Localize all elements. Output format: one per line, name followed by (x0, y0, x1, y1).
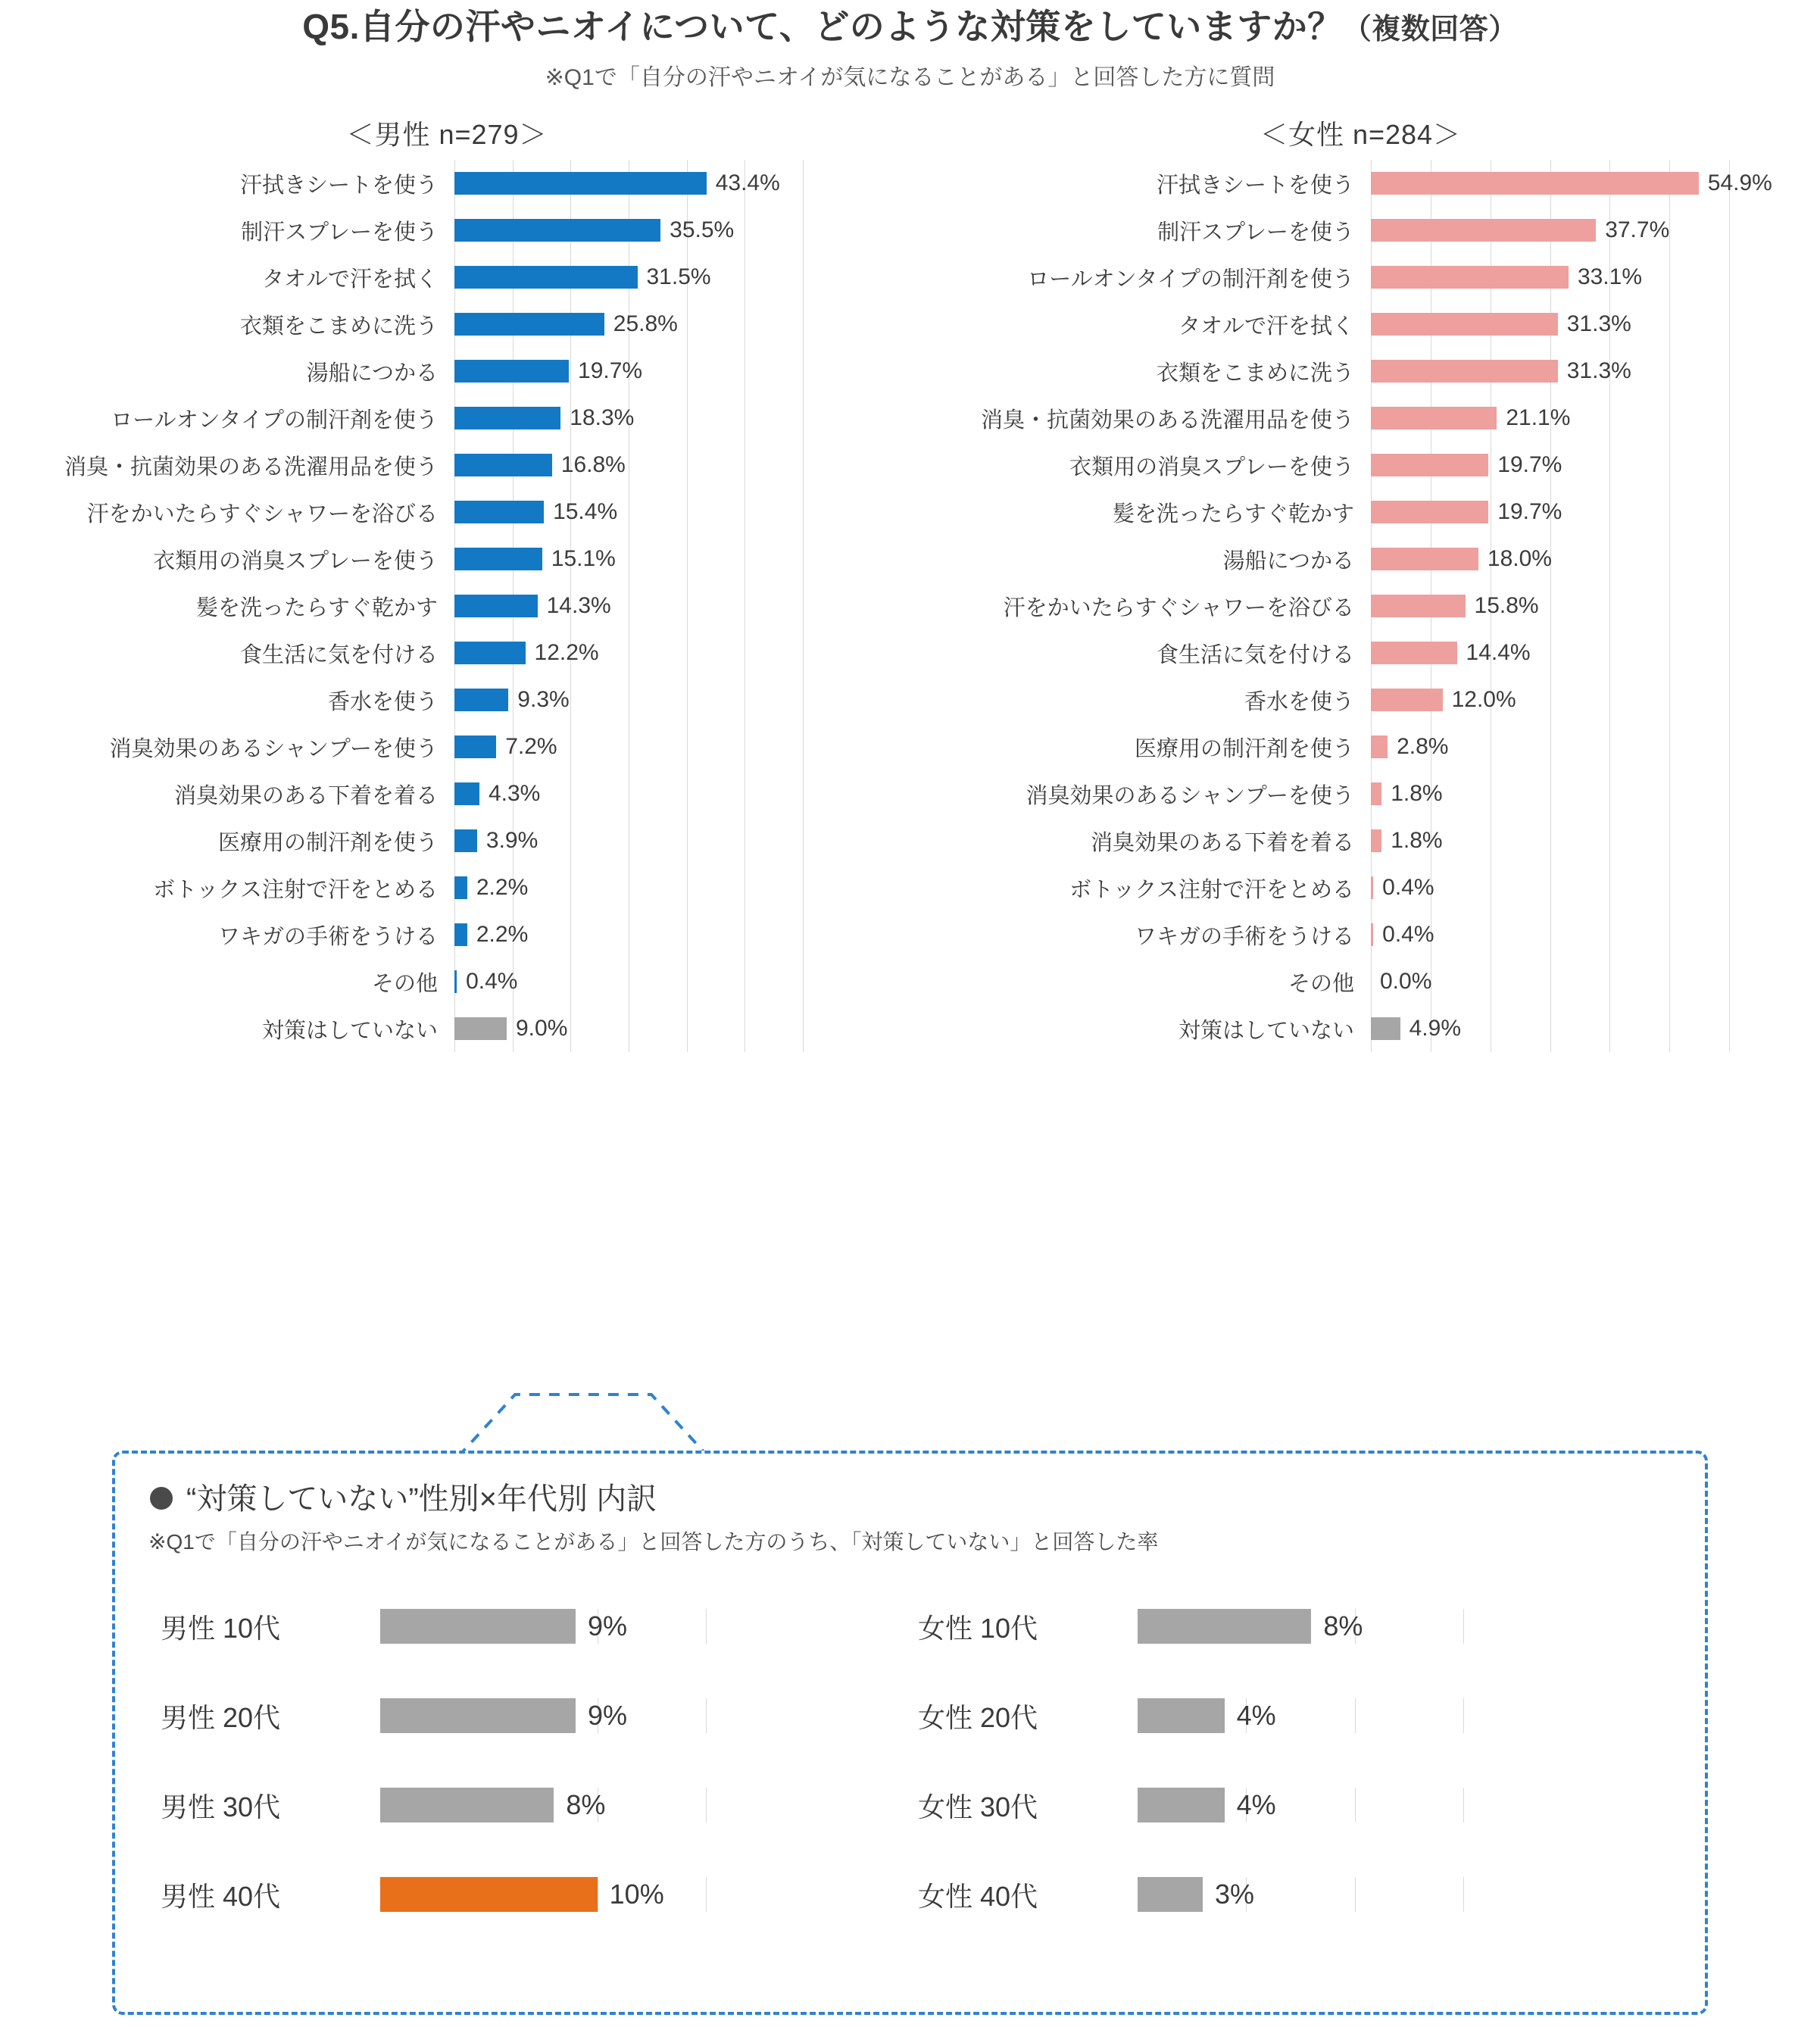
bar-area (1371, 911, 1820, 958)
breakdown-body (115, 1582, 1705, 1939)
bar-area (454, 1005, 894, 1052)
bar-category-label: 衣類をこまめに洗う (1156, 361, 1354, 386)
breakdown-bar (1138, 1788, 1225, 1822)
bar (1371, 876, 1373, 899)
bar-value-label: 14.3% (546, 593, 611, 618)
breakdown-value-label: 9% (588, 1700, 628, 1731)
bar (1371, 923, 1373, 946)
breakdown-category-label: 男性 20代 (161, 1701, 281, 1733)
bar-value-label: 0.4% (466, 969, 518, 994)
plot-male (0, 160, 894, 1052)
bar-value-label: 19.7% (1497, 499, 1562, 524)
bar-row (901, 536, 1820, 582)
bar-area (454, 442, 894, 489)
breakdown-row (918, 1671, 1675, 1760)
bar-category-label: 消臭効果のあるシャンプーを使う (1026, 783, 1354, 808)
bar-area (1371, 676, 1820, 723)
bar-category-label: 対策はしていない (261, 1018, 438, 1043)
bar-area (454, 348, 894, 395)
breakdown-category-label: 女性 40代 (918, 1880, 1038, 1912)
bar-category-label: 消臭効果のある下着を着る (1090, 830, 1354, 855)
bar (1371, 1017, 1400, 1040)
bar-value-label: 2.2% (476, 922, 529, 947)
breakdown-category-label: 女性 30代 (918, 1791, 1038, 1822)
bar-row (901, 442, 1820, 489)
bar (454, 454, 552, 476)
bar-category-label: 香水を使う (327, 689, 438, 714)
breakdown-value-label: 4% (1236, 1700, 1276, 1731)
breakdown-row (161, 1582, 918, 1671)
bar-value-label: 9.0% (516, 1016, 568, 1041)
bar-area (1371, 536, 1820, 582)
bar (1371, 501, 1488, 523)
bar (1371, 172, 1699, 195)
breakdown-bar-area (380, 1609, 918, 1644)
breakdown-value-label: 9% (588, 1610, 628, 1641)
bar-row (0, 629, 894, 676)
bar-value-label: 15.4% (553, 499, 618, 524)
chart-panel-male (0, 114, 894, 1052)
bar-category-label: 汗拭きシートを使う (239, 173, 438, 198)
breakdown-bar-area (1138, 1698, 1675, 1733)
bar (454, 172, 707, 195)
bar-area (454, 160, 894, 207)
bar-category-label: 制汗スプレーを使う (241, 220, 438, 245)
bar-category-label: 汗をかいたらすぐシャワーを浴びる (86, 501, 438, 526)
bar-row (901, 770, 1820, 817)
bar-value-label: 16.8% (560, 452, 626, 477)
gridline (706, 1788, 707, 1822)
bar (454, 266, 638, 289)
bar-category-label: 消臭・抗菌効果のある洗濯用品を使う (980, 408, 1354, 433)
bar-row (901, 489, 1820, 536)
bar-area (1371, 1005, 1820, 1052)
bar-value-label: 7.2% (505, 734, 557, 759)
chart-title-male: ＜男性 n=279＞ (346, 119, 548, 150)
bar-value-label: 19.7% (578, 358, 643, 383)
bar-category-label: 香水を使う (1244, 689, 1354, 714)
gridline (706, 1698, 707, 1733)
bar-category-label: 衣類用の消臭スプレーを使う (1069, 454, 1354, 479)
bar-value-label: 15.8% (1474, 593, 1539, 618)
chart-panel-female (901, 114, 1820, 1052)
bar (1371, 266, 1569, 289)
breakdown-value-label: 8% (566, 1789, 606, 1820)
bar (454, 595, 538, 617)
bar (454, 736, 496, 758)
bar (454, 642, 526, 664)
bar-category-label: 髪を洗ったらすぐ乾かす (1112, 501, 1354, 526)
page-title (0, 6, 1820, 48)
breakdown-category-label: 男性 40代 (161, 1880, 281, 1912)
bar-row (0, 348, 894, 395)
bar-value-label: 31.3% (1566, 358, 1631, 383)
bar (1371, 407, 1497, 429)
breakdown-bar (1138, 1877, 1203, 1912)
page-title-main: Q5.自分の汗やニオイについて、どのような対策をしていますか？ (302, 7, 1343, 46)
bar-category-label: 湯船につかる (306, 361, 438, 386)
bar-category-label: ワキガの手術をうける (1134, 924, 1354, 949)
callout-connector (424, 1390, 742, 1458)
bar-value-label: 2.2% (476, 875, 529, 900)
bar-area (1371, 489, 1820, 536)
bar-row (901, 160, 1820, 207)
breakdown-category-label: 女性 20代 (918, 1701, 1038, 1733)
bar-row (0, 254, 894, 301)
breakdown-row (161, 1760, 918, 1850)
bar-area (454, 395, 894, 442)
bar-value-label: 31.5% (646, 264, 711, 289)
bar-value-label: 1.8% (1391, 828, 1443, 853)
bar-value-label: 54.9% (1707, 170, 1772, 195)
bar-value-label: 35.5% (670, 217, 735, 242)
bar-area (1371, 629, 1820, 676)
breakdown-bar (1138, 1698, 1225, 1733)
bar-row (0, 911, 894, 958)
bar-row (0, 160, 894, 207)
bar-row (0, 864, 894, 911)
breakdown-row (161, 1850, 918, 1939)
bar-category-label: 消臭効果のある下着を着る (173, 783, 438, 808)
bar-area (1371, 442, 1820, 489)
breakdown-category-label: 男性 30代 (161, 1791, 281, 1822)
bar-row (0, 301, 894, 348)
bar-value-label: 31.3% (1566, 311, 1631, 336)
bar-category-label: ボトックス注射で汗をとめる (1069, 877, 1354, 902)
bar-category-label: 衣類をこまめに洗う (239, 314, 438, 339)
bar-area (1371, 582, 1820, 629)
bar-area (1371, 864, 1820, 911)
bar-row (901, 817, 1820, 864)
breakdown-title: “対策していない”性別×年代別 内訳 (186, 1482, 657, 1516)
gridline (1463, 1877, 1464, 1912)
bar-row (901, 629, 1820, 676)
bar-area (454, 676, 894, 723)
bar-row (0, 395, 894, 442)
bar-area (454, 582, 894, 629)
breakdown-bar-area (380, 1788, 918, 1822)
bar-value-label: 33.1% (1577, 264, 1643, 289)
bar-value-label: 0.0% (1380, 969, 1432, 994)
header (0, 6, 1820, 92)
bar-area (454, 817, 894, 864)
bar (454, 829, 477, 852)
breakdown-row (918, 1760, 1675, 1850)
bar-row (901, 723, 1820, 770)
bar (1371, 360, 1558, 383)
bar (454, 782, 479, 805)
bar (1371, 595, 1466, 617)
bar (454, 1017, 507, 1040)
bar-rows-male (0, 160, 894, 1052)
bar-value-label: 25.8% (613, 311, 678, 336)
bar-category-label: 対策はしていない (1178, 1018, 1354, 1043)
bar (1371, 782, 1381, 805)
breakdown-bar-area (380, 1877, 918, 1912)
gridline (706, 1609, 707, 1644)
bar-category-label: 制汗スプレーを使う (1157, 220, 1354, 245)
breakdown-note: ※Q1で「自分の汗やニオイが気になることがある」と回答した方のうち、「対策していない」と回答した率 (148, 1530, 1159, 1554)
bar-area (454, 911, 894, 958)
bar-area (454, 301, 894, 348)
bar-value-label: 12.2% (534, 640, 599, 665)
bar-rows-female (901, 160, 1820, 1052)
bar-area (454, 536, 894, 582)
bar-category-label: ロールオンタイプの制汗剤を使う (1027, 267, 1354, 292)
breakdown-value-label: 8% (1323, 1610, 1363, 1641)
bar-category-label: 消臭・抗菌効果のある洗濯用品を使う (64, 454, 438, 479)
breakdown-bar-area (1138, 1877, 1675, 1912)
breakdown-row (918, 1582, 1675, 1671)
breakdown-value-label: 4% (1236, 1789, 1276, 1820)
bar-row (901, 958, 1820, 1005)
bar (1371, 689, 1443, 711)
bar-row (901, 301, 1820, 348)
bar-row (901, 582, 1820, 629)
breakdown-col-female (918, 1582, 1675, 1939)
bar-row (901, 254, 1820, 301)
gridline (1355, 1877, 1356, 1912)
bar-row (0, 676, 894, 723)
bar (1371, 736, 1388, 758)
bar-area (454, 629, 894, 676)
gridline (706, 1877, 707, 1912)
bar-category-label: ロールオンタイプの制汗剤を使う (111, 408, 438, 433)
breakdown-callout (112, 1451, 1708, 2015)
bar-row (0, 442, 894, 489)
gridline (1463, 1698, 1464, 1733)
bar-area (1371, 723, 1820, 770)
bar-row (0, 207, 894, 254)
bar (454, 970, 457, 993)
bar-category-label: 食生活に気を付ける (239, 642, 438, 667)
gridline (1463, 1609, 1464, 1644)
bar-category-label: タオルで汗を拭く (261, 267, 438, 292)
bar-row (901, 395, 1820, 442)
bar-category-label: タオルで汗を拭く (1178, 314, 1354, 339)
bar-row (901, 676, 1820, 723)
bar-value-label: 0.4% (1382, 875, 1434, 900)
bar-value-label: 12.0% (1451, 687, 1516, 712)
bar-value-label: 4.3% (488, 781, 541, 806)
bar-value-label: 37.7% (1605, 217, 1670, 242)
bar-row (0, 770, 894, 817)
bar-row (0, 536, 894, 582)
bar-row (901, 348, 1820, 395)
bar-area (1371, 348, 1820, 395)
bar (454, 219, 660, 242)
bar-category-label: 衣類用の消臭スプレーを使う (153, 548, 438, 573)
gridline (1463, 1788, 1464, 1822)
bar-area (454, 723, 894, 770)
bar-area (1371, 207, 1820, 254)
page-title-paren: （複数回答） (1342, 14, 1518, 45)
bar-area (1371, 958, 1820, 1005)
bar-value-label: 15.1% (551, 546, 616, 571)
gridline (1355, 1788, 1356, 1822)
bar (454, 407, 560, 429)
breakdown-bar (380, 1698, 576, 1733)
bar-row (0, 723, 894, 770)
breakdown-bar (380, 1788, 554, 1822)
bar (1371, 454, 1488, 476)
bar (454, 876, 467, 899)
page-subtitle: ※Q1で「自分の汗やニオイが気になることがある」と回答した方に質問 (545, 65, 1275, 91)
bar-value-label: 18.3% (570, 405, 635, 430)
breakdown-bar-area (1138, 1788, 1675, 1822)
bar-category-label: 食生活に気を付ける (1156, 642, 1354, 667)
bar-value-label: 18.0% (1487, 546, 1552, 571)
bar-category-label: その他 (1288, 971, 1354, 996)
bar-area (1371, 254, 1820, 301)
bar-category-label: 汗をかいたらすぐシャワーを浴びる (1003, 595, 1354, 620)
bar-category-label: 医療用の制汗剤を使う (1134, 736, 1354, 761)
bar (1371, 548, 1478, 570)
bar-category-label: その他 (371, 971, 438, 996)
bar-value-label: 3.9% (485, 828, 539, 853)
bar-value-label: 4.9% (1409, 1016, 1462, 1041)
bar (1371, 219, 1596, 242)
bar-value-label: 43.4% (715, 170, 780, 195)
breakdown-category-label: 男性 10代 (161, 1612, 281, 1644)
bar-category-label: 湯船につかる (1222, 548, 1354, 573)
bar-category-label: 消臭効果のあるシャンプーを使う (109, 736, 438, 761)
breakdown-bar-area (380, 1698, 918, 1733)
breakdown-value-label: 3% (1215, 1879, 1255, 1910)
bar-category-label: 医療用の制汗剤を使う (217, 830, 438, 855)
breakdown-category-label: 女性 10代 (918, 1612, 1038, 1644)
bar (1371, 642, 1457, 664)
bar-area (1371, 301, 1820, 348)
bar (1371, 313, 1558, 336)
bar-area (454, 864, 894, 911)
gridline (1355, 1698, 1356, 1733)
bar-category-label: 汗拭きシートを使う (1156, 173, 1354, 198)
bar-value-label: 21.1% (1506, 405, 1571, 430)
bar (454, 501, 544, 523)
bar (454, 689, 508, 711)
breakdown-col-male (161, 1582, 918, 1939)
bar-area (1371, 395, 1820, 442)
bar-area (454, 489, 894, 536)
bar-row (901, 911, 1820, 958)
bar-area (454, 207, 894, 254)
breakdown-header (115, 1454, 1705, 1518)
bar-category-label: 髪を洗ったらすぐ乾かす (195, 595, 438, 620)
plot-female (901, 160, 1820, 1052)
bar-row (901, 1005, 1820, 1052)
breakdown-bar (380, 1877, 598, 1912)
bar-area (1371, 770, 1820, 817)
bar-row (0, 958, 894, 1005)
chart-title-female: ＜女性 n=284＞ (1260, 119, 1462, 150)
bar (454, 313, 604, 336)
breakdown-row (161, 1671, 918, 1760)
bar-area (454, 958, 894, 1005)
bar (454, 923, 467, 946)
bar-value-label: 1.8% (1391, 781, 1443, 806)
bar (454, 548, 542, 570)
bar-value-label: 2.8% (1397, 734, 1449, 759)
bar-value-label: 9.3% (517, 687, 570, 712)
bar-row (0, 817, 894, 864)
bar-value-label: 14.4% (1466, 640, 1531, 665)
bar-row (0, 489, 894, 536)
bar (1371, 829, 1381, 852)
bar-value-label: 0.4% (1382, 922, 1434, 947)
breakdown-row (918, 1850, 1675, 1939)
bullet-icon (150, 1487, 173, 1510)
bar-area (1371, 817, 1820, 864)
bar-value-label: 19.7% (1497, 452, 1562, 477)
bar-area (1371, 160, 1820, 207)
bar-row (0, 1005, 894, 1052)
bar-category-label: ワキガの手術をうける (217, 924, 438, 949)
bar (454, 360, 569, 383)
breakdown-bar (380, 1609, 576, 1644)
bar-area (454, 254, 894, 301)
breakdown-value-label: 10% (609, 1879, 664, 1910)
breakdown-bar (1138, 1609, 1311, 1644)
bar-row (901, 864, 1820, 911)
bar-row (0, 582, 894, 629)
bar-category-label: ボトックス注射で汗をとめる (153, 877, 438, 902)
breakdown-bar-area (1138, 1609, 1675, 1644)
bar-row (901, 207, 1820, 254)
bar-area (454, 770, 894, 817)
